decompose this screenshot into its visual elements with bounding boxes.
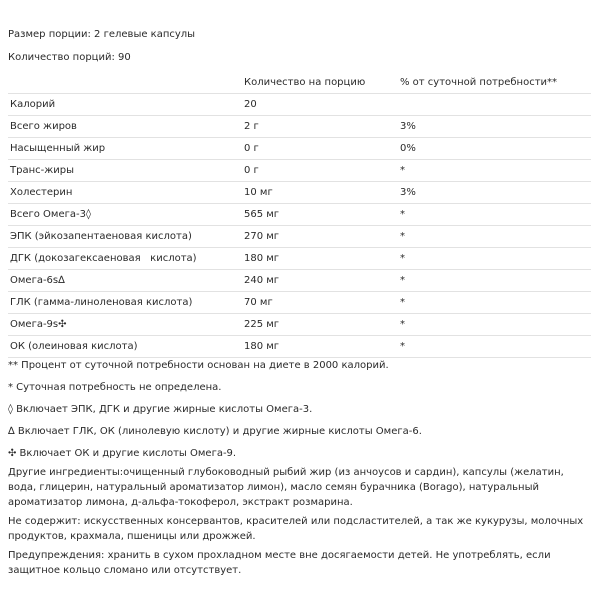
nutrient-name: Транс-жиры: [8, 160, 242, 182]
table-row: [8, 182, 591, 204]
nutrient-amount: 0 г: [242, 160, 398, 182]
nutrient-amount: 20: [242, 94, 398, 116]
nutrient-name: ЭПК (эйкозапентаеновая кислота): [8, 226, 242, 248]
table-row: [8, 138, 591, 160]
nutrient-name: ОК (олеиновая кислота): [8, 336, 242, 358]
table-row: [8, 226, 591, 248]
table-row: [8, 314, 591, 336]
nutrient-amount: 240 мг: [242, 270, 398, 292]
table-row: [8, 270, 591, 292]
table-header-row: [8, 72, 591, 94]
nutrient-daily-value: [398, 94, 591, 116]
nutrient-daily-value: 0%: [398, 138, 591, 160]
nutrient-name: Холестерин: [8, 182, 242, 204]
nutrient-daily-value: *: [398, 204, 591, 226]
table-row: [8, 116, 591, 138]
nutrient-daily-value: *: [398, 270, 591, 292]
nutrient-amount: 180 мг: [242, 336, 398, 358]
does-not-contain: Не содержит: искусственных консервантов, красителей или подсластителей, а так же кукурузы, молочных продуктов, крахмала, пшеницы или дрожжей.: [8, 516, 584, 542]
table-row: [8, 94, 591, 116]
nutrient-name: Всего жиров: [8, 116, 242, 138]
column-header-amount: Количество на порцию: [242, 72, 398, 94]
nutrient-name: Омега-6s∆: [8, 270, 242, 292]
serving-size: Размер порции: 2 гелевые капсулы: [8, 29, 196, 40]
nutrient-amount: 70 мг: [242, 292, 398, 314]
footnote-not-established: * Суточная потребность не определена.: [8, 382, 222, 393]
footnote-daily-value-basis: ** Процент от суточной потребности основан на диете в 2000 калорий.: [8, 360, 389, 371]
table-row: [8, 160, 591, 182]
table-row: [8, 292, 591, 314]
nutrient-daily-value: *: [398, 336, 591, 358]
column-header-nutrient: [8, 72, 242, 94]
servings-count: Количество порций: 90: [8, 52, 131, 63]
nutrient-daily-value: *: [398, 292, 591, 314]
nutrient-amount: 565 мг: [242, 204, 398, 226]
nutrient-name: Калорий: [8, 94, 242, 116]
nutrition-facts-table: [8, 72, 591, 358]
nutrient-name: Насыщенный жир: [8, 138, 242, 160]
nutrient-amount: 270 мг: [242, 226, 398, 248]
table-row: [8, 204, 591, 226]
nutrient-amount: 0 г: [242, 138, 398, 160]
other-ingredients: Другие ингредиенты:очищенный глубоководный рыбий жир (из анчоусов и сардин), капсулы (желатин, вода, глицерин, натуральный ароматизатор лимон), масло семян бурачника (Borago), натуральный ароматизатор лимона, д-альфа-токоферол, экстракт розмарина.: [8, 467, 564, 508]
table-row: [8, 336, 591, 358]
nutrient-amount: 10 мг: [242, 182, 398, 204]
nutrient-amount: 2 г: [242, 116, 398, 138]
table-row: [8, 248, 591, 270]
nutrient-daily-value: *: [398, 226, 591, 248]
nutrient-amount: 180 мг: [242, 248, 398, 270]
nutrient-name: ДГК (докозагексаеновая кислота): [8, 248, 242, 270]
nutrient-daily-value: *: [398, 160, 591, 182]
column-header-daily-value: % от суточной потребности**: [398, 72, 591, 94]
footnote-omega-9: ✣ Включает ОК и другие кислоты Омега-9.: [8, 448, 237, 459]
footnote-omega-6: ∆ Включает ГЛК, ОК (линолевую кислоту) и другие жирные кислоты Омега-6.: [8, 426, 422, 437]
nutrient-amount: 225 мг: [242, 314, 398, 336]
footnote-omega-3: ◊ Включает ЭПК, ДГК и другие жирные кислоты Омега-3.: [8, 404, 313, 415]
nutrient-daily-value: 3%: [398, 182, 591, 204]
nutrient-daily-value: *: [398, 248, 591, 270]
nutrient-daily-value: *: [398, 314, 591, 336]
warnings: Предупреждения: хранить в сухом прохладном месте вне досягаемости детей. Не употреблять, если защитное кольцо сломано или отсутствует.: [8, 550, 551, 576]
nutrient-daily-value: 3%: [398, 116, 591, 138]
nutrient-name: Всего Омега-3◊: [8, 204, 242, 226]
nutrient-name: ГЛК (гамма-линоленовая кислота): [8, 292, 242, 314]
nutrient-name: Омега-9s✣: [8, 314, 242, 336]
